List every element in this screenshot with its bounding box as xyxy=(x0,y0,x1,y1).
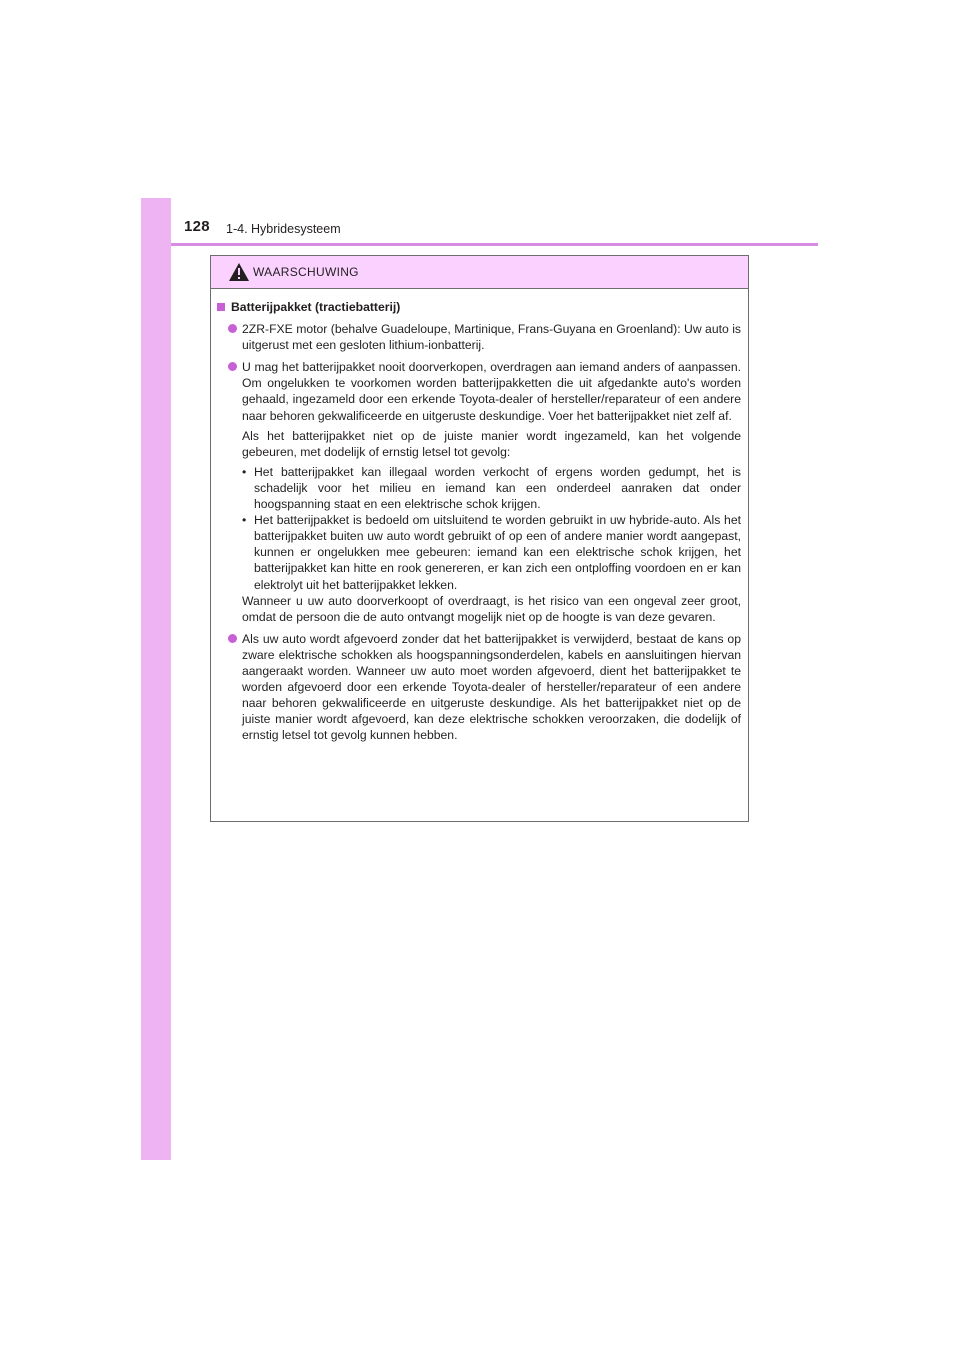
bullet-item xyxy=(217,359,741,423)
warning-header xyxy=(211,256,748,289)
section-title: 1-4. Hybridesysteem xyxy=(226,222,341,236)
header-rule xyxy=(171,243,818,246)
sub-list-text: Het batterijpakket kan illegaal worden verkocht of ergens worden gedumpt, het is schadelijk voor het milieu en iemand kan een onderdeel aanraken dat onder hoogspanning staat en een elektrische schok krijgen. xyxy=(254,464,741,512)
warning-body xyxy=(211,289,748,743)
sub-list-item xyxy=(217,512,741,592)
bullet-item xyxy=(217,631,741,744)
section-heading xyxy=(217,299,741,315)
dot-marker: • xyxy=(242,513,247,528)
square-bullet-icon xyxy=(217,303,225,311)
warning-title: WAARSCHUWING xyxy=(253,265,359,279)
bullet-item xyxy=(217,321,741,353)
bullet-text: U mag het batterijpakket nooit doorverkopen, overdragen aan iemand anders of aanpassen. Om ongelukken te voorkomen worden batterijpakketten die uit afgedankte auto's worden gehaald, ingezameld door een erkende Toyota-dealer of hersteller/reparateur of een andere naar behoren gekwalificeerde en uitgeruste deskundige. Voer het batterijpakket niet zelf af. xyxy=(242,360,741,423)
dot-marker: • xyxy=(242,464,247,479)
warning-box xyxy=(210,255,749,822)
bullet-text: Als uw auto wordt afgevoerd zonder dat het batterijpakket is verwijderd, bestaat de kans op zware elektrische schokken als hoogspanningsonderdelen, kabels en aansluitingen hiervan aangeraakt worden. Wanneer uw auto moet worden afgevoerd, dient het batterijpakket te worden afgevoerd door een erkende Toyota-dealer of hersteller/reparateur of een andere naar behoren gekwalificeerde en uitgeruste deskundige. Als het batterijpakket niet op de juiste manier wordt afgevoerd, kan deze elektrische schokken veroorzaken, die dodelijk of ernstig letsel tot gevolg kunnen hebben. xyxy=(242,631,741,743)
page-number: 128 xyxy=(184,218,210,235)
side-tab-band xyxy=(141,198,171,1160)
paragraph: Als het batterijpakket niet op de juiste manier wordt ingezameld, kan het volgende gebeuren, met dodelijk of ernstig letsel tot gevolg: xyxy=(242,428,741,459)
bullet-text: 2ZR-FXE motor (behalve Guadeloupe, Martinique, Frans-Guyana en Groenland): Uw auto is uitgerust met een gesloten lithium-ionbatterij. xyxy=(242,322,741,353)
circle-bullet-icon xyxy=(228,362,237,371)
warning-triangle-icon xyxy=(228,262,250,282)
circle-bullet-icon xyxy=(228,634,237,643)
section-heading-text: Batterijpakket (tractiebatterij) xyxy=(231,300,401,314)
circle-bullet-icon xyxy=(228,324,237,333)
sub-list-text: Het batterijpakket is bedoeld om uitsluitend te worden gebruikt in uw hybride-auto. Als het batterijpakket buiten uw auto wordt gebruikt of op een of andere manier wordt aangepast, kunnen er ongelukken mee gebeuren: iemand kan een elektrische schok krijgen, het batterijpakket kan hitte en rook genereren, er kan zich een ontploffing voordoen en er kan elektrolyt uit het batterijpakket lekken. xyxy=(254,513,741,592)
sub-list-item xyxy=(217,464,741,512)
paragraph: Wanneer u uw auto doorverkoopt of overdraagt, is het risico van een ongeval zeer groot, omdat de persoon die de auto ontvangt mogelijk niet op de hoogte is van deze gevaren. xyxy=(242,593,741,624)
